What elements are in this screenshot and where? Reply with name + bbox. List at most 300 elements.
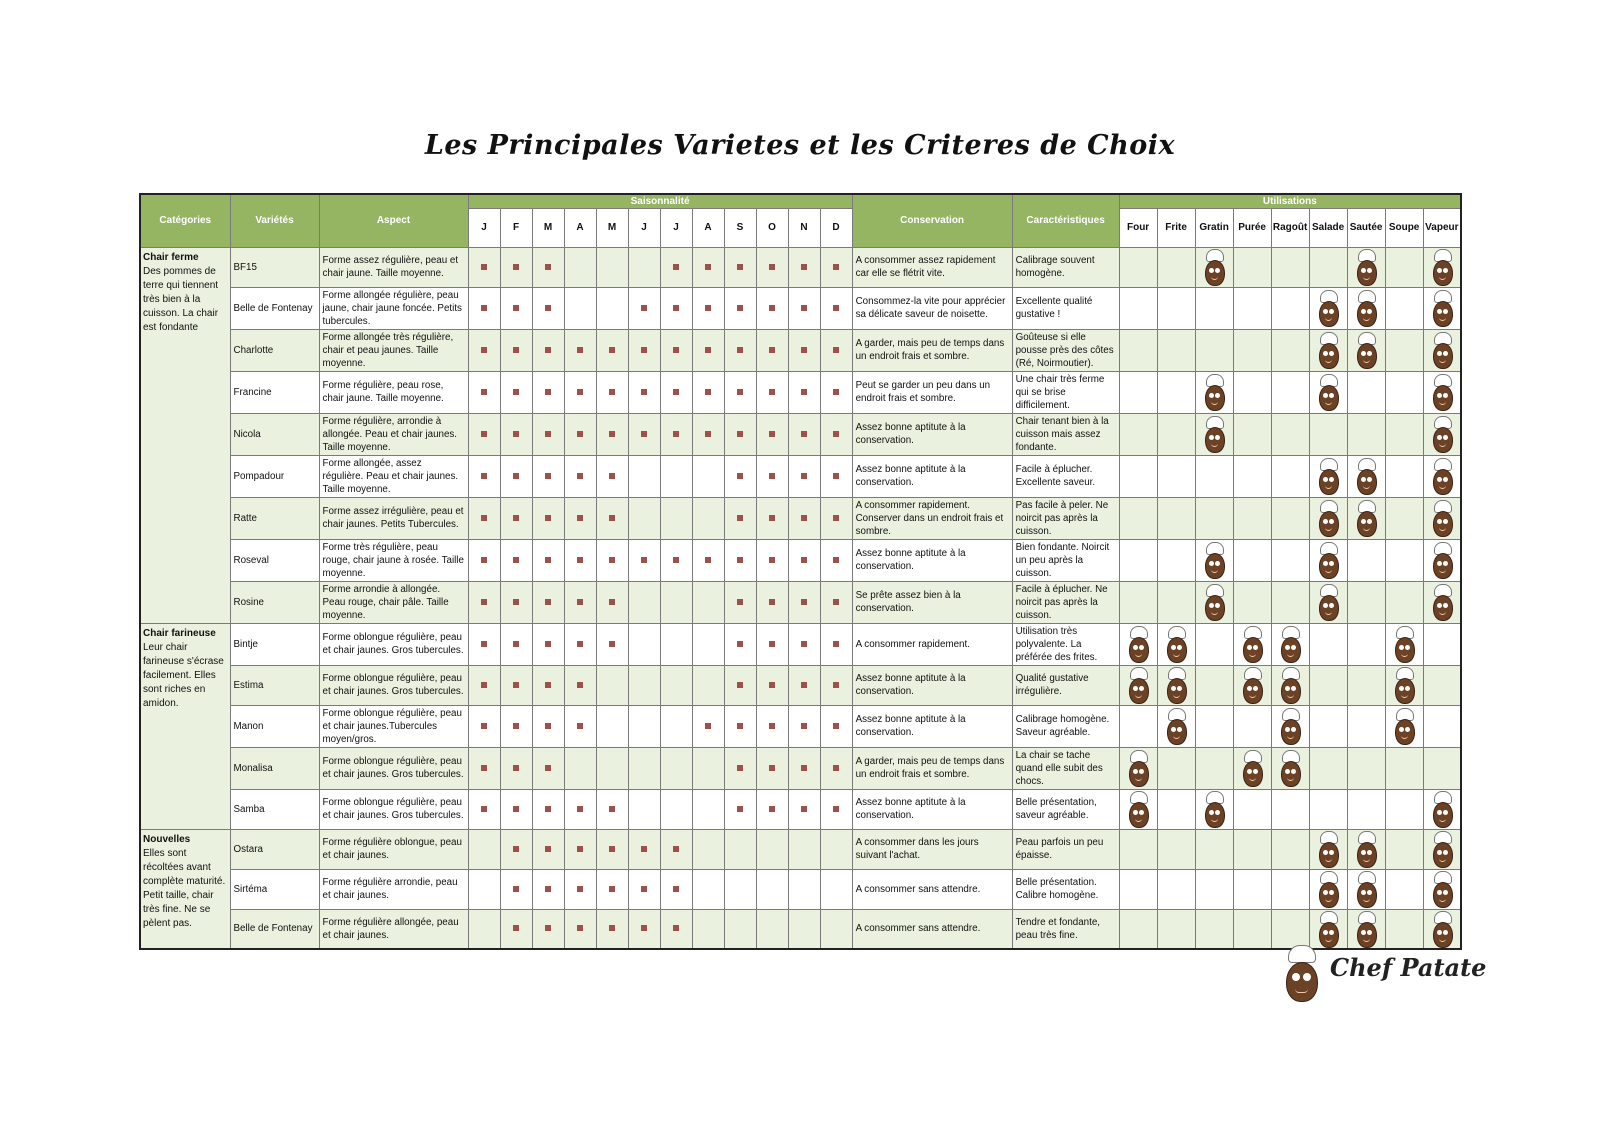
square-marker-icon [577, 431, 583, 437]
season-cell [724, 747, 756, 789]
square-marker-icon [609, 431, 615, 437]
season-cell [756, 705, 788, 747]
aspect-cell: Forme régulière allongée, peau et chair jaunes. [319, 909, 468, 949]
caracteristiques-cell: Belle présentation, saveur agréable. [1012, 789, 1119, 829]
season-cell [820, 539, 852, 581]
season-cell [788, 623, 820, 665]
season-cell [692, 371, 724, 413]
square-marker-icon [545, 515, 551, 521]
variety-name: BF15 [230, 247, 319, 287]
use-cell [1157, 371, 1195, 413]
aspect-cell: Forme régulière oblongue, peau et chair jaunes. [319, 829, 468, 869]
square-marker-icon [769, 431, 775, 437]
chef-potato-icon [1429, 248, 1455, 286]
season-cell [660, 665, 692, 705]
conservation-cell: Assez bonne aptitute à la conservation. [852, 413, 1012, 455]
use-cell [1195, 869, 1233, 909]
square-marker-icon [545, 389, 551, 395]
season-cell [756, 287, 788, 329]
season-cell [532, 665, 564, 705]
aspect-cell: Forme oblongue régulière, peau et chair jaunes. Gros tubercules. [319, 623, 468, 665]
square-marker-icon [513, 473, 519, 479]
chef-potato-icon [1429, 499, 1455, 537]
chef-potato-icon [1201, 541, 1227, 579]
square-marker-icon [513, 347, 519, 353]
square-marker-icon [705, 264, 711, 270]
table-row [140, 869, 1461, 909]
use-cell [1423, 705, 1461, 747]
square-marker-icon [641, 557, 647, 563]
square-marker-icon [705, 389, 711, 395]
month-header: M [532, 208, 564, 247]
square-marker-icon [705, 723, 711, 729]
variety-name: Sirtéma [230, 869, 319, 909]
use-cell [1233, 247, 1271, 287]
use-cell [1309, 413, 1347, 455]
season-cell [468, 869, 500, 909]
season-cell [500, 247, 532, 287]
use-cell [1423, 909, 1461, 949]
season-cell [596, 909, 628, 949]
chef-potato-icon [1391, 625, 1417, 663]
conservation-cell: A consommer rapidement. [852, 623, 1012, 665]
caracteristiques-cell: Chair tenant bien à la cuisson mais assez fondante. [1012, 413, 1119, 455]
use-cell [1347, 909, 1385, 949]
square-marker-icon [545, 682, 551, 688]
square-marker-icon [769, 765, 775, 771]
season-cell [820, 869, 852, 909]
header-caracteristiques: Caractéristiques [1012, 194, 1119, 247]
conservation-cell: A consommer sans attendre. [852, 869, 1012, 909]
square-marker-icon [673, 347, 679, 353]
season-cell [788, 371, 820, 413]
caracteristiques-cell: Bien fondante. Noircit un peu après la cuisson. [1012, 539, 1119, 581]
season-cell [692, 287, 724, 329]
use-cell [1119, 909, 1157, 949]
season-cell [660, 497, 692, 539]
use-cell [1423, 829, 1461, 869]
square-marker-icon [769, 389, 775, 395]
season-cell [596, 455, 628, 497]
table-row [140, 329, 1461, 371]
use-cell [1385, 665, 1423, 705]
month-header: A [564, 208, 596, 247]
use-cell [1309, 665, 1347, 705]
use-cell [1347, 539, 1385, 581]
use-cell [1385, 869, 1423, 909]
use-cell [1157, 497, 1195, 539]
use-cell [1385, 829, 1423, 869]
square-marker-icon [801, 347, 807, 353]
square-marker-icon [577, 682, 583, 688]
chef-potato-icon [1125, 749, 1151, 787]
season-cell [500, 539, 532, 581]
season-cell [500, 413, 532, 455]
square-marker-icon [737, 515, 743, 521]
season-cell [628, 829, 660, 869]
use-cell [1119, 581, 1157, 623]
use-cell [1233, 665, 1271, 705]
square-marker-icon [545, 264, 551, 270]
square-marker-icon [577, 347, 583, 353]
use-cell [1195, 665, 1233, 705]
season-cell [596, 665, 628, 705]
season-cell [692, 747, 724, 789]
square-marker-icon [577, 886, 583, 892]
square-marker-icon [801, 473, 807, 479]
conservation-cell: Peut se garder un peu dans un endroit frais et sombre. [852, 371, 1012, 413]
square-marker-icon [833, 515, 839, 521]
use-cell [1347, 665, 1385, 705]
variety-name: Monalisa [230, 747, 319, 789]
square-marker-icon [833, 557, 839, 563]
square-marker-icon [577, 389, 583, 395]
season-cell [532, 413, 564, 455]
season-cell [788, 497, 820, 539]
chef-potato-icon [1315, 457, 1341, 495]
conservation-cell: Se prête assez bien à la conservation. [852, 581, 1012, 623]
season-cell [660, 413, 692, 455]
use-cell [1385, 539, 1423, 581]
square-marker-icon [641, 347, 647, 353]
caracteristiques-cell: Tendre et fondante, peau très fine. [1012, 909, 1119, 949]
square-marker-icon [481, 431, 487, 437]
season-cell [468, 705, 500, 747]
season-cell [788, 287, 820, 329]
season-cell [660, 789, 692, 829]
use-cell [1423, 665, 1461, 705]
season-cell [788, 455, 820, 497]
season-cell [692, 247, 724, 287]
season-cell [596, 789, 628, 829]
square-marker-icon [513, 389, 519, 395]
season-cell [468, 665, 500, 705]
use-cell [1271, 455, 1309, 497]
season-cell [820, 371, 852, 413]
header-aspect: Aspect [319, 194, 468, 247]
square-marker-icon [737, 682, 743, 688]
use-cell [1195, 287, 1233, 329]
season-cell [756, 247, 788, 287]
season-cell [692, 623, 724, 665]
square-marker-icon [833, 682, 839, 688]
season-cell [564, 413, 596, 455]
month-header: J [468, 208, 500, 247]
use-cell [1233, 869, 1271, 909]
square-marker-icon [577, 723, 583, 729]
square-marker-icon [481, 347, 487, 353]
season-cell [692, 829, 724, 869]
use-cell [1157, 789, 1195, 829]
use-cell [1385, 789, 1423, 829]
variety-name: Ratte [230, 497, 319, 539]
square-marker-icon [769, 515, 775, 521]
conservation-cell: A garder, mais peu de temps dans un endroit frais et sombre. [852, 329, 1012, 371]
season-cell [628, 413, 660, 455]
variety-name: Rosine [230, 581, 319, 623]
season-cell [500, 869, 532, 909]
chef-potato-icon [1239, 666, 1265, 704]
square-marker-icon [609, 473, 615, 479]
season-cell [788, 539, 820, 581]
use-cell [1119, 413, 1157, 455]
season-cell [468, 623, 500, 665]
square-marker-icon [513, 925, 519, 931]
season-cell [724, 829, 756, 869]
square-marker-icon [705, 347, 711, 353]
month-header: J [628, 208, 660, 247]
season-cell [724, 665, 756, 705]
square-marker-icon [577, 599, 583, 605]
use-cell [1385, 747, 1423, 789]
use-cell [1157, 287, 1195, 329]
season-cell [564, 869, 596, 909]
season-cell [660, 539, 692, 581]
chef-potato-icon [1353, 910, 1379, 948]
square-marker-icon [673, 389, 679, 395]
caracteristiques-cell: Utilisation très polyvalente. La préférée des frites. [1012, 623, 1119, 665]
season-cell [628, 497, 660, 539]
conservation-cell: Assez bonne aptitute à la conservation. [852, 789, 1012, 829]
variety-name: Manon [230, 705, 319, 747]
table-row [140, 705, 1461, 747]
square-marker-icon [833, 765, 839, 771]
use-cell [1385, 909, 1423, 949]
use-cell [1271, 869, 1309, 909]
square-marker-icon [481, 641, 487, 647]
use-cell [1195, 455, 1233, 497]
chef-potato-icon [1353, 870, 1379, 908]
square-marker-icon [769, 557, 775, 563]
season-cell [500, 329, 532, 371]
season-cell [468, 413, 500, 455]
square-marker-icon [801, 806, 807, 812]
season-cell [468, 829, 500, 869]
use-header: Four [1119, 208, 1157, 247]
aspect-cell: Forme oblongue régulière, peau et chair jaunes. Gros tubercules. [319, 789, 468, 829]
square-marker-icon [513, 765, 519, 771]
square-marker-icon [705, 431, 711, 437]
chef-potato-icon [1429, 331, 1455, 369]
conservation-cell: Consommez-la vite pour apprécier sa délicate saveur de noisette. [852, 287, 1012, 329]
aspect-cell: Forme allongée régulière, peau jaune, chair jaune foncée. Petits tubercules. [319, 287, 468, 329]
use-cell [1423, 497, 1461, 539]
season-cell [596, 287, 628, 329]
table-row [140, 413, 1461, 455]
season-cell [756, 539, 788, 581]
use-cell [1309, 329, 1347, 371]
square-marker-icon [513, 557, 519, 563]
square-marker-icon [545, 806, 551, 812]
square-marker-icon [545, 599, 551, 605]
season-cell [788, 665, 820, 705]
season-cell [468, 329, 500, 371]
square-marker-icon [577, 806, 583, 812]
table-row [140, 581, 1461, 623]
square-marker-icon [513, 431, 519, 437]
season-cell [500, 371, 532, 413]
square-marker-icon [609, 846, 615, 852]
use-cell [1233, 747, 1271, 789]
aspect-cell: Forme oblongue régulière, peau et chair jaunes. Gros tubercules. [319, 665, 468, 705]
conservation-cell: A consommer dans les jours suivant l'achat. [852, 829, 1012, 869]
square-marker-icon [545, 473, 551, 479]
square-marker-icon [481, 723, 487, 729]
square-marker-icon [513, 886, 519, 892]
caracteristiques-cell: Peau parfois un peu épaisse. [1012, 829, 1119, 869]
chef-potato-icon [1429, 415, 1455, 453]
square-marker-icon [737, 473, 743, 479]
use-header: Gratin [1195, 208, 1233, 247]
use-cell [1423, 287, 1461, 329]
season-cell [596, 329, 628, 371]
season-cell [628, 909, 660, 949]
season-cell [692, 789, 724, 829]
chef-potato-icon [1125, 790, 1151, 828]
square-marker-icon [737, 723, 743, 729]
square-marker-icon [481, 599, 487, 605]
season-cell [820, 329, 852, 371]
season-cell [788, 869, 820, 909]
variety-name: Charlotte [230, 329, 319, 371]
chef-potato-icon [1353, 331, 1379, 369]
square-marker-icon [481, 473, 487, 479]
season-cell [660, 247, 692, 287]
square-marker-icon [833, 431, 839, 437]
use-cell [1233, 287, 1271, 329]
season-cell [628, 665, 660, 705]
square-marker-icon [609, 806, 615, 812]
aspect-cell: Forme allongée très régulière, chair et peau jaunes. Taille moyenne. [319, 329, 468, 371]
use-cell [1309, 705, 1347, 747]
square-marker-icon [673, 305, 679, 311]
season-cell [532, 329, 564, 371]
aspect-cell: Forme oblongue régulière, peau et chair jaunes. Gros tubercules. [319, 747, 468, 789]
use-cell [1347, 497, 1385, 539]
season-cell [724, 539, 756, 581]
chef-potato-icon [1201, 415, 1227, 453]
caracteristiques-cell: Calibrage homogène. Saveur agréable. [1012, 705, 1119, 747]
use-cell [1271, 413, 1309, 455]
use-cell [1347, 623, 1385, 665]
season-cell [820, 747, 852, 789]
caracteristiques-cell: Qualité gustative irrégulière. [1012, 665, 1119, 705]
season-cell [628, 747, 660, 789]
use-cell [1119, 455, 1157, 497]
use-cell [1157, 665, 1195, 705]
season-cell [500, 747, 532, 789]
season-cell [596, 247, 628, 287]
square-marker-icon [513, 846, 519, 852]
use-cell [1195, 539, 1233, 581]
square-marker-icon [545, 641, 551, 647]
use-header: Salade [1309, 208, 1347, 247]
square-marker-icon [801, 389, 807, 395]
chef-potato-icon [1125, 625, 1151, 663]
use-cell [1385, 247, 1423, 287]
season-cell [660, 829, 692, 869]
use-cell [1423, 869, 1461, 909]
use-cell [1233, 909, 1271, 949]
conservation-cell: A consommer rapidement. Conserver dans un endroit frais et sombre. [852, 497, 1012, 539]
season-cell [628, 581, 660, 623]
use-cell [1157, 869, 1195, 909]
square-marker-icon [673, 846, 679, 852]
chef-potato-icon [1201, 790, 1227, 828]
use-cell [1347, 371, 1385, 413]
season-cell [724, 329, 756, 371]
aspect-cell: Forme régulière arrondie, peau et chair jaunes. [319, 869, 468, 909]
square-marker-icon [769, 723, 775, 729]
use-cell [1233, 329, 1271, 371]
chef-potato-icon [1239, 625, 1265, 663]
square-marker-icon [577, 473, 583, 479]
season-cell [532, 829, 564, 869]
use-cell [1309, 869, 1347, 909]
season-cell [468, 747, 500, 789]
season-cell [692, 455, 724, 497]
season-cell [468, 581, 500, 623]
square-marker-icon [641, 305, 647, 311]
use-cell [1271, 539, 1309, 581]
use-cell [1271, 829, 1309, 869]
season-cell [660, 287, 692, 329]
header-varietes: Variétés [230, 194, 319, 247]
square-marker-icon [641, 925, 647, 931]
use-cell [1195, 329, 1233, 371]
use-header: Soupe [1385, 208, 1423, 247]
use-cell [1385, 371, 1423, 413]
season-cell [564, 747, 596, 789]
square-marker-icon [705, 557, 711, 563]
use-cell [1195, 623, 1233, 665]
season-cell [788, 829, 820, 869]
season-cell [756, 869, 788, 909]
season-cell [788, 909, 820, 949]
use-cell [1385, 455, 1423, 497]
season-cell [820, 455, 852, 497]
square-marker-icon [769, 305, 775, 311]
season-cell [532, 705, 564, 747]
square-marker-icon [481, 765, 487, 771]
square-marker-icon [833, 806, 839, 812]
month-header: M [596, 208, 628, 247]
season-cell [596, 371, 628, 413]
use-header: Purée [1233, 208, 1271, 247]
square-marker-icon [833, 305, 839, 311]
season-cell [564, 287, 596, 329]
season-cell [724, 909, 756, 949]
square-marker-icon [545, 925, 551, 931]
use-cell [1347, 329, 1385, 371]
variety-name: Bintje [230, 623, 319, 665]
use-header: Vapeur [1423, 208, 1461, 247]
use-cell [1119, 371, 1157, 413]
season-cell [468, 371, 500, 413]
brand-logo [1280, 945, 1487, 1005]
season-cell [564, 581, 596, 623]
season-cell [500, 287, 532, 329]
caracteristiques-cell: Goûteuse si elle pousse près des côtes (Ré, Noirmoutier). [1012, 329, 1119, 371]
season-cell [564, 329, 596, 371]
chef-potato-icon [1315, 830, 1341, 868]
season-cell [468, 497, 500, 539]
season-cell [692, 497, 724, 539]
use-cell [1309, 455, 1347, 497]
season-cell [724, 413, 756, 455]
square-marker-icon [673, 886, 679, 892]
category-name: Nouvelles [143, 833, 191, 845]
